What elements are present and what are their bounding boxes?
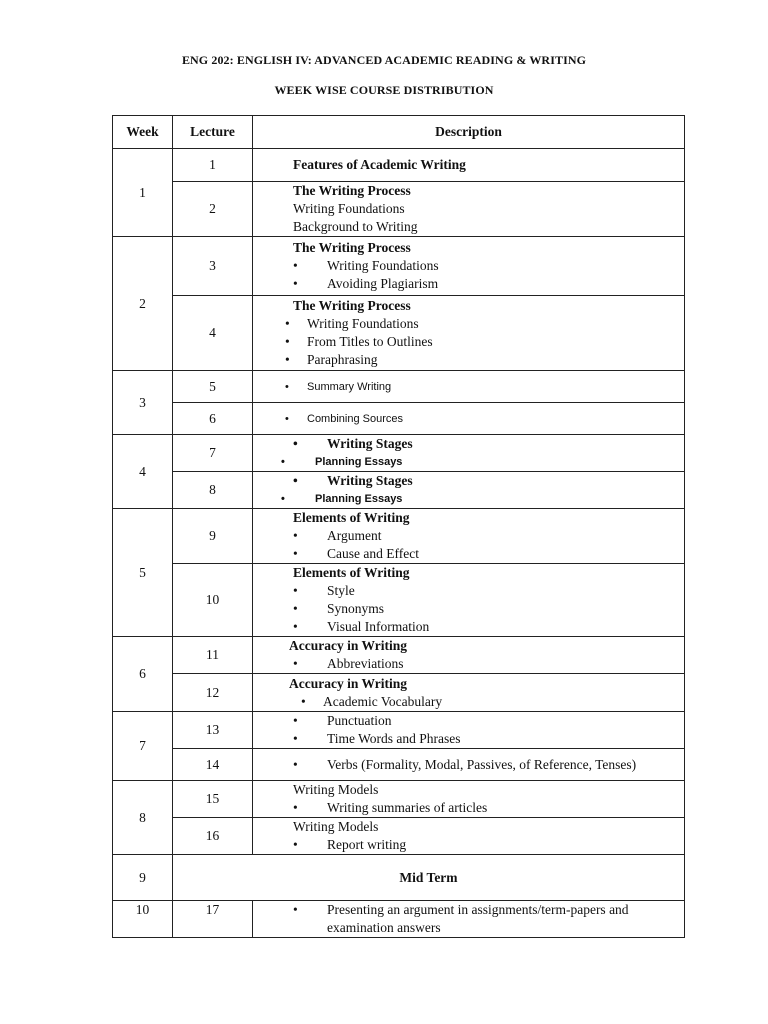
lecture-cell: 16 [173, 818, 253, 855]
description-cell [253, 781, 685, 818]
description-bullet: • Synonyms [293, 600, 678, 618]
document-title: ENG 202: ENGLISH IV: ADVANCED ACADEMIC READING & WRITING [181, 53, 587, 67]
description-bullet: • Abbreviations [293, 655, 678, 673]
table-header-row [113, 116, 685, 149]
description-bullet: • Combining Sources [273, 410, 678, 428]
table-row [113, 749, 685, 781]
description-cell [253, 749, 685, 781]
description-bullet: • Time Words and Phrases [293, 730, 678, 748]
lecture-cell: 13 [173, 712, 253, 749]
table-row [113, 712, 685, 749]
description-heading: Writing Models [293, 782, 379, 797]
week-cell: 6 [113, 637, 173, 712]
description-cell [253, 403, 685, 435]
table-row [113, 509, 685, 564]
header-lecture: Lecture [173, 116, 253, 149]
description-heading: Features of Academic Writing [293, 157, 466, 172]
description-cell [253, 564, 685, 637]
description-heading: Elements of Writing [293, 565, 410, 580]
description-heading: The Writing Process [293, 240, 411, 255]
description-bullet: • Avoiding Plagiarism [293, 275, 678, 293]
description-bullet: • Planning Essays [281, 453, 678, 471]
description-bullet: • Verbs (Formality, Modal, Passives, of Reference, Tenses) [293, 756, 678, 774]
description-bullet: • Writing Foundations [273, 315, 678, 333]
table-row [113, 564, 685, 637]
bullet-glyph: • [293, 902, 298, 917]
description-cell [253, 237, 685, 296]
header-week: Week [113, 116, 173, 149]
table-row [113, 435, 685, 472]
description-bullet: • Argument [293, 527, 678, 545]
description-cell [253, 182, 685, 237]
lecture-cell: 3 [173, 237, 253, 296]
description-heading: Elements of Writing [293, 510, 410, 525]
table-row [113, 472, 685, 509]
lecture-cell: 9 [173, 509, 253, 564]
lecture-cell: 11 [173, 637, 253, 674]
description-line: Background to Writing [293, 219, 418, 234]
description-bullet [293, 901, 678, 937]
table-row [113, 403, 685, 435]
midterm-cell: Mid Term [173, 855, 685, 901]
lecture-cell: 2 [173, 182, 253, 237]
description-bullet: • Writing Foundations [293, 257, 678, 275]
description-cell [253, 149, 685, 182]
week-cell: 9 [113, 855, 173, 901]
description-cell [253, 818, 685, 855]
week-cell: 3 [113, 371, 173, 435]
description-cell [253, 296, 685, 371]
description-bullet: • Writing Stages [293, 435, 678, 453]
description-bullet: • Visual Information [293, 618, 678, 636]
table-row [113, 674, 685, 712]
description-bullet: • Academic Vocabulary [289, 693, 678, 711]
course-distribution-table [112, 115, 685, 938]
description-bullet: • Paraphrasing [273, 351, 678, 369]
description-bullet-text: Presenting an argument in assignments/term-papers and examination answers [327, 902, 629, 935]
description-bullet: • Planning Essays [281, 490, 678, 508]
description-bullet: • Report writing [293, 836, 678, 854]
table-row [113, 149, 685, 182]
description-heading: The Writing Process [293, 183, 411, 198]
description-cell [253, 901, 685, 938]
table-row [113, 296, 685, 371]
table-row [113, 237, 685, 296]
lecture-cell: 5 [173, 371, 253, 403]
lecture-cell: 12 [173, 674, 253, 712]
week-cell: 8 [113, 781, 173, 855]
lecture-cell: 7 [173, 435, 253, 472]
description-cell [253, 637, 685, 674]
description-bullet: • Punctuation [293, 712, 678, 730]
table-row [113, 371, 685, 403]
week-cell: 5 [113, 509, 173, 637]
description-cell [253, 371, 685, 403]
lecture-cell: 15 [173, 781, 253, 818]
lecture-cell: 14 [173, 749, 253, 781]
description-line: Writing Foundations [293, 201, 405, 216]
description-cell [253, 472, 685, 509]
table-row [113, 637, 685, 674]
week-cell: 7 [113, 712, 173, 781]
description-bullet: • Cause and Effect [293, 545, 678, 563]
lecture-cell: 6 [173, 403, 253, 435]
week-cell: 2 [113, 237, 173, 371]
description-bullet: • Writing summaries of articles [293, 799, 678, 817]
description-cell [253, 435, 685, 472]
table-row [113, 901, 685, 938]
header-description: Description [253, 116, 685, 149]
lecture-cell: 10 [173, 564, 253, 637]
table-row [113, 855, 685, 901]
description-heading: The Writing Process [293, 298, 411, 313]
lecture-cell: 17 [173, 901, 253, 938]
table-row [113, 781, 685, 818]
table-row [113, 182, 685, 237]
description-bullet: • Style [293, 582, 678, 600]
document-subtitle: WEEK WISE COURSE DISTRIBUTION [274, 83, 494, 97]
lecture-cell: 4 [173, 296, 253, 371]
description-cell [253, 509, 685, 564]
description-bullet: • Summary Writing [273, 378, 678, 396]
lecture-cell: 8 [173, 472, 253, 509]
description-cell [253, 712, 685, 749]
description-bullet: • From Titles to Outlines [273, 333, 678, 351]
table-row [113, 818, 685, 855]
description-cell [253, 674, 685, 712]
week-cell: 1 [113, 149, 173, 237]
lecture-cell: 1 [173, 149, 253, 182]
description-heading: Accuracy in Writing [289, 638, 407, 653]
description-bullet: • Writing Stages [293, 472, 678, 490]
description-heading: Writing Models [293, 819, 379, 834]
description-heading: Accuracy in Writing [289, 675, 407, 691]
week-cell: 10 [113, 901, 173, 938]
week-cell: 4 [113, 435, 173, 509]
